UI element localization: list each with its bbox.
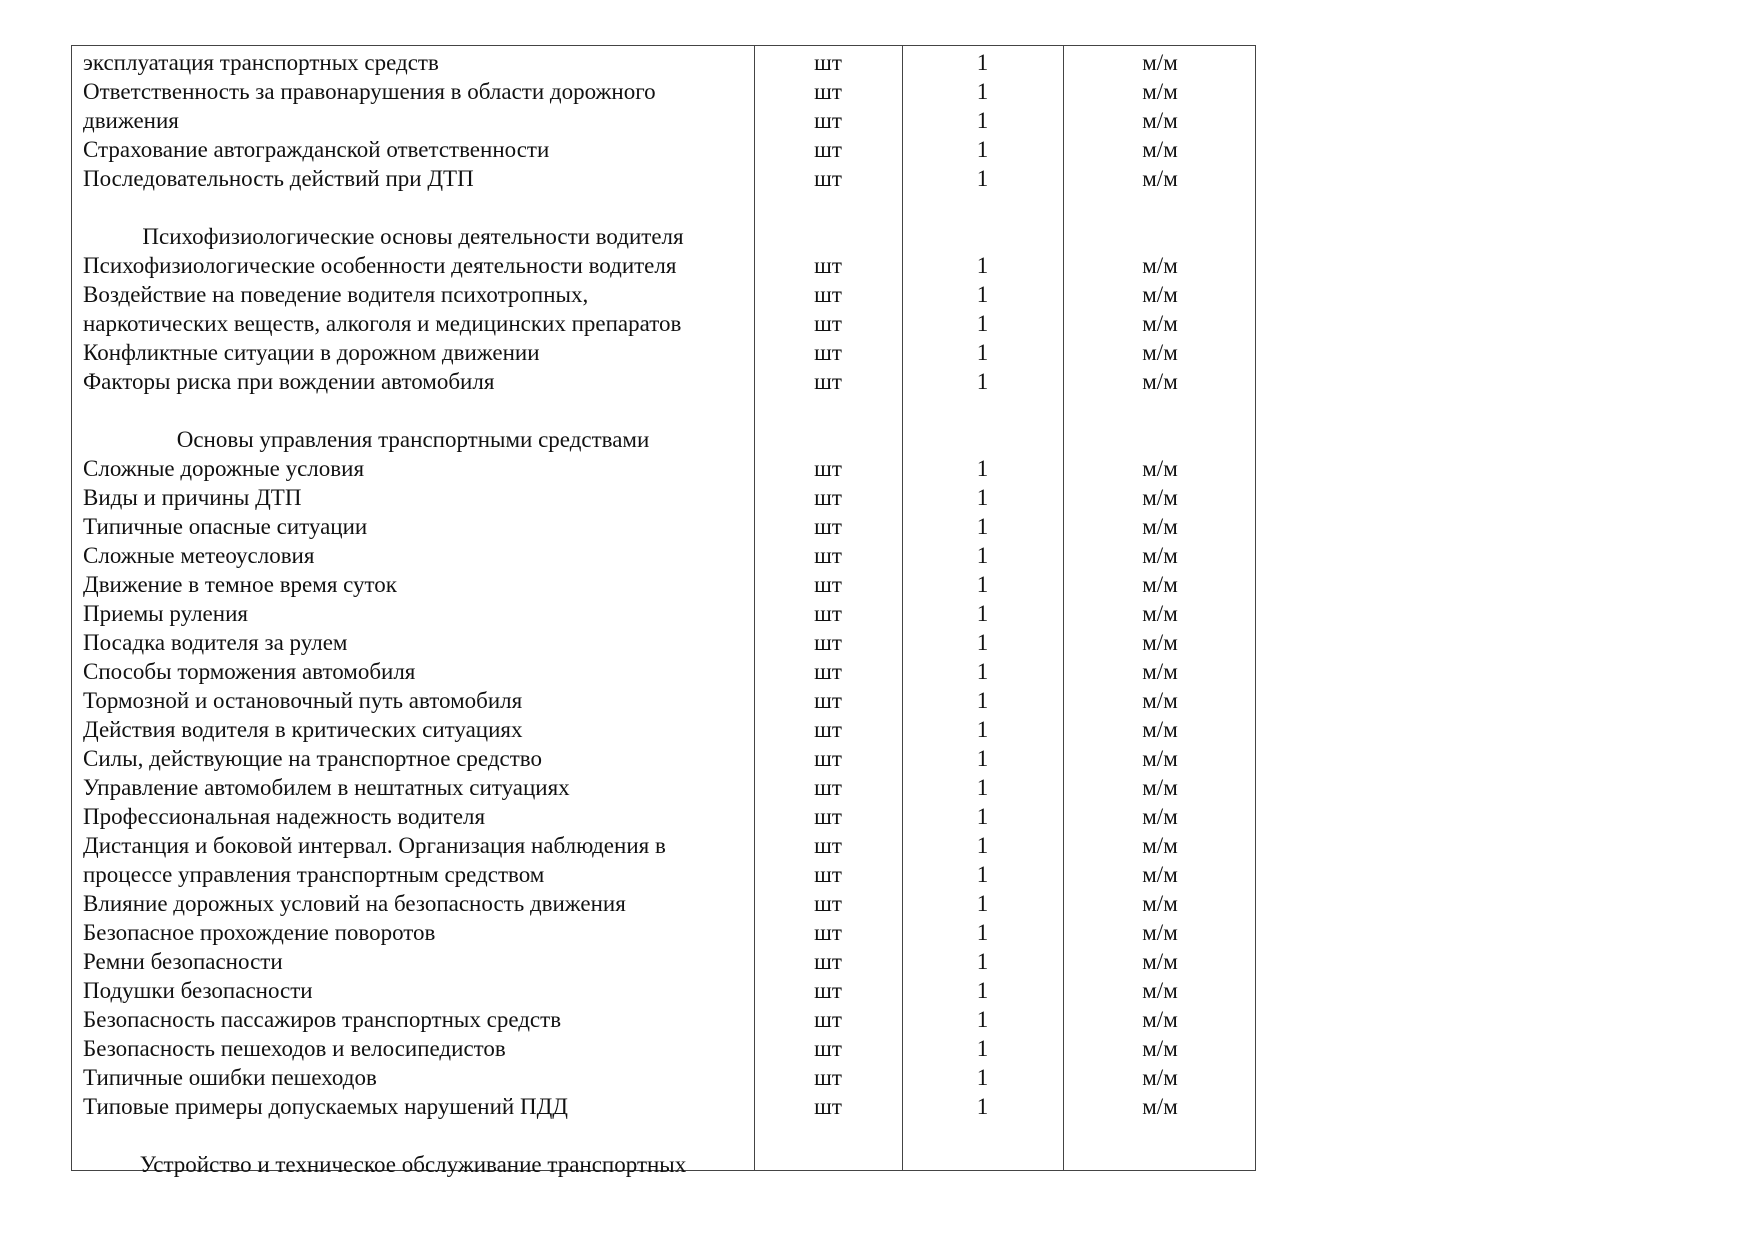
item-quantity: 1 — [976, 862, 989, 887]
item-note: м/м — [1142, 688, 1178, 713]
table-row — [72, 251, 1255, 280]
item-note: м/м — [1142, 166, 1178, 191]
item-note: м/м — [1142, 920, 1178, 945]
item-name: Сложные дорожные условия — [83, 456, 365, 481]
item-note: м/м — [1142, 862, 1178, 887]
item-quantity: 1 — [976, 572, 989, 597]
item-quantity: 1 — [976, 746, 989, 771]
item-note: м/м — [1142, 340, 1178, 365]
item-name: Профессиональная надежность водителя — [83, 804, 486, 829]
item-note: м/м — [1142, 79, 1178, 104]
item-unit: шт — [814, 688, 842, 713]
table-row — [72, 1005, 1255, 1034]
table-row — [72, 541, 1255, 570]
table-row — [72, 570, 1255, 599]
item-quantity: 1 — [976, 514, 989, 539]
item-note: м/м — [1142, 253, 1178, 278]
item-quantity: 1 — [976, 137, 989, 162]
item-quantity: 1 — [976, 804, 989, 829]
table-row — [72, 947, 1255, 976]
item-note: м/м — [1142, 659, 1178, 684]
table-row — [72, 164, 1255, 193]
table-row — [72, 831, 1255, 860]
item-quantity: 1 — [976, 166, 989, 191]
item-unit: шт — [814, 79, 842, 104]
table-row — [72, 483, 1255, 512]
section-heading-row — [72, 222, 1255, 251]
item-name: Ремни безопасности — [83, 949, 283, 974]
item-quantity: 1 — [976, 978, 989, 1003]
item-quantity: 1 — [976, 659, 989, 684]
item-quantity: 1 — [976, 717, 989, 742]
item-unit: шт — [814, 775, 842, 800]
item-unit: шт — [814, 746, 842, 771]
item-quantity: 1 — [976, 340, 989, 365]
item-quantity: 1 — [976, 688, 989, 713]
item-name: Страхование автогражданской ответственности — [83, 137, 550, 162]
table-row — [72, 599, 1255, 628]
item-unit: шт — [814, 514, 842, 539]
table-row — [72, 976, 1255, 1005]
item-unit: шт — [814, 456, 842, 481]
item-quantity: 1 — [976, 543, 989, 568]
item-name: Психофизиологические особенности деятельности водителя — [83, 253, 677, 278]
section-heading: Психофизиологические основы деятельности водителя — [142, 224, 684, 249]
item-name: Безопасное прохождение поворотов — [83, 920, 436, 945]
table-row — [72, 773, 1255, 802]
item-unit: шт — [814, 601, 842, 626]
item-name: Силы, действующие на транспортное средство — [83, 746, 543, 771]
item-quantity: 1 — [976, 456, 989, 481]
table-row — [72, 1063, 1255, 1092]
section-heading-row — [72, 425, 1255, 454]
table-row — [72, 338, 1255, 367]
table-row — [72, 1034, 1255, 1063]
equipment-table — [71, 45, 1256, 1177]
table-row — [72, 686, 1255, 715]
table-body — [72, 48, 1255, 1179]
item-note: м/м — [1142, 543, 1178, 568]
item-note: м/м — [1142, 485, 1178, 510]
item-unit: шт — [814, 50, 842, 75]
item-unit: шт — [814, 137, 842, 162]
item-name: Тормозной и остановочный путь автомобиля — [83, 688, 523, 713]
item-unit: шт — [814, 108, 842, 133]
item-quantity: 1 — [976, 601, 989, 626]
table-row — [72, 802, 1255, 831]
item-unit: шт — [814, 253, 842, 278]
item-unit: шт — [814, 804, 842, 829]
item-name: Воздействие на поведение водителя психотропных, — [83, 282, 589, 307]
item-note: м/м — [1142, 891, 1178, 916]
item-name: Конфликтные ситуации в дорожном движении — [83, 340, 540, 365]
item-note: м/м — [1142, 1065, 1178, 1090]
item-unit: шт — [814, 369, 842, 394]
item-quantity: 1 — [976, 891, 989, 916]
item-note: м/м — [1142, 949, 1178, 974]
item-note: м/м — [1142, 601, 1178, 626]
section-heading: Устройство и техническое обслуживание транспортных — [139, 1152, 687, 1177]
item-note: м/м — [1142, 137, 1178, 162]
table-row — [72, 1092, 1255, 1121]
item-unit: шт — [814, 572, 842, 597]
item-quantity: 1 — [976, 311, 989, 336]
section-heading-row — [72, 1150, 1255, 1179]
item-unit: шт — [814, 978, 842, 1003]
item-quantity: 1 — [976, 485, 989, 510]
item-unit: шт — [814, 891, 842, 916]
item-name: Последовательность действий при ДТП — [83, 166, 474, 191]
table-row — [72, 77, 1255, 106]
item-note: м/м — [1142, 804, 1178, 829]
item-unit: шт — [814, 543, 842, 568]
table-spacer-row — [72, 1121, 1255, 1150]
table-row — [72, 628, 1255, 657]
item-unit: шт — [814, 1065, 842, 1090]
item-note: м/м — [1142, 978, 1178, 1003]
item-unit: шт — [814, 1007, 842, 1032]
item-note: м/м — [1142, 311, 1178, 336]
item-name: Движение в темное время суток — [83, 572, 397, 597]
item-name: Приемы руления — [83, 601, 248, 626]
table-row — [72, 889, 1255, 918]
item-note: м/м — [1142, 282, 1178, 307]
table-row — [72, 48, 1255, 77]
item-note: м/м — [1142, 1036, 1178, 1061]
item-name: Способы торможения автомобиля — [83, 659, 416, 684]
item-note: м/м — [1142, 108, 1178, 133]
table-row — [72, 135, 1255, 164]
item-unit: шт — [814, 949, 842, 974]
item-name: Типичные опасные ситуации — [83, 514, 368, 539]
item-name: Безопасность пассажиров транспортных средств — [83, 1007, 562, 1032]
item-quantity: 1 — [976, 50, 989, 75]
item-name: Ответственность за правонарушения в области дорожного — [83, 79, 656, 104]
item-unit: шт — [814, 833, 842, 858]
item-name: эксплуатация транспортных средств — [83, 50, 439, 75]
item-note: м/м — [1142, 833, 1178, 858]
table-row — [72, 280, 1255, 309]
item-unit: шт — [814, 311, 842, 336]
table-row — [72, 309, 1255, 338]
item-quantity: 1 — [976, 108, 989, 133]
item-name: Безопасность пешеходов и велосипедистов — [83, 1036, 506, 1061]
item-quantity: 1 — [976, 79, 989, 104]
item-unit: шт — [814, 282, 842, 307]
item-note: м/м — [1142, 717, 1178, 742]
table-spacer-row — [72, 396, 1255, 425]
item-name: Подушки безопасности — [83, 978, 313, 1003]
item-name: Действия водителя в критических ситуациях — [83, 717, 523, 742]
item-name: движения — [83, 108, 179, 133]
item-unit: шт — [814, 166, 842, 191]
item-name: Виды и причины ДТП — [83, 485, 302, 510]
table-row — [72, 657, 1255, 686]
item-unit: шт — [814, 630, 842, 655]
table-row — [72, 367, 1255, 396]
item-quantity: 1 — [976, 1036, 989, 1061]
item-note: м/м — [1142, 572, 1178, 597]
item-name: наркотических веществ, алкоголя и медицинских препаратов — [83, 311, 682, 336]
item-note: м/м — [1142, 1007, 1178, 1032]
item-quantity: 1 — [976, 949, 989, 974]
item-quantity: 1 — [976, 369, 989, 394]
section-heading: Основы управления транспортными средствами — [176, 427, 650, 452]
table-spacer-row — [72, 193, 1255, 222]
item-quantity: 1 — [976, 1094, 989, 1119]
item-unit: шт — [814, 1036, 842, 1061]
item-quantity: 1 — [976, 833, 989, 858]
item-note: м/м — [1142, 456, 1178, 481]
item-unit: шт — [814, 920, 842, 945]
item-unit: шт — [814, 659, 842, 684]
item-note: м/м — [1142, 50, 1178, 75]
table-row — [72, 715, 1255, 744]
item-unit: шт — [814, 1094, 842, 1119]
table-row — [72, 744, 1255, 773]
item-note: м/м — [1142, 746, 1178, 771]
item-quantity: 1 — [976, 775, 989, 800]
item-name: Дистанция и боковой интервал. Организация наблюдения в — [83, 833, 666, 858]
item-quantity: 1 — [976, 920, 989, 945]
table-row — [72, 860, 1255, 889]
item-note: м/м — [1142, 630, 1178, 655]
item-quantity: 1 — [976, 1007, 989, 1032]
table-row — [72, 106, 1255, 135]
item-quantity: 1 — [976, 253, 989, 278]
item-note: м/м — [1142, 1094, 1178, 1119]
item-note: м/м — [1142, 369, 1178, 394]
item-unit: шт — [814, 862, 842, 887]
item-quantity: 1 — [976, 282, 989, 307]
item-note: м/м — [1142, 775, 1178, 800]
item-name: Управление автомобилем в нештатных ситуациях — [83, 775, 570, 800]
table-row — [72, 454, 1255, 483]
item-name: Типовые примеры допускаемых нарушений ПДД — [83, 1094, 568, 1119]
item-note: м/м — [1142, 514, 1178, 539]
item-quantity: 1 — [976, 1065, 989, 1090]
table-row — [72, 512, 1255, 541]
item-name: процессе управления транспортным средством — [83, 862, 545, 887]
item-name: Сложные метеоусловия — [83, 543, 315, 568]
item-unit: шт — [814, 340, 842, 365]
item-quantity: 1 — [976, 630, 989, 655]
item-unit: шт — [814, 717, 842, 742]
table-row — [72, 918, 1255, 947]
item-name: Типичные ошибки пешеходов — [83, 1065, 377, 1090]
item-name: Посадка водителя за рулем — [83, 630, 348, 655]
item-name: Влияние дорожных условий на безопасность движения — [83, 891, 626, 916]
item-name: Факторы риска при вождении автомобиля — [83, 369, 495, 394]
item-unit: шт — [814, 485, 842, 510]
